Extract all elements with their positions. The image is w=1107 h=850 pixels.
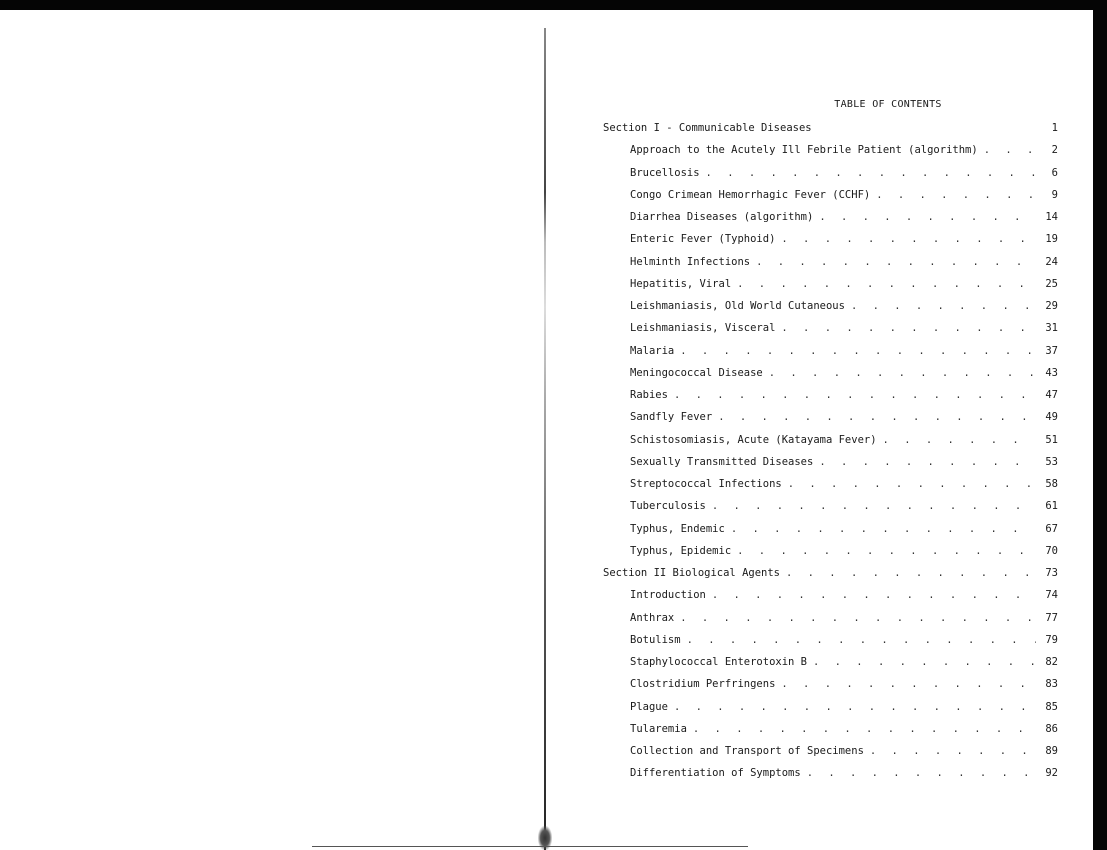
toc-entry-label: Differentiation of Symptoms [630,767,801,780]
toc-entry-label: Tularemia [630,722,687,735]
toc-entry [603,117,1058,139]
toc-entry-page: 43 [1045,366,1058,379]
toc-entry-label: Botulism [630,633,681,646]
toc-entry-page: 70 [1045,544,1058,557]
toc-entry-label: Meningococcal Disease [630,366,763,379]
dot-leader [769,362,1036,384]
toc-entry [603,584,1058,606]
toc-entry-page: 6 [1051,166,1058,179]
toc-entry [603,362,1058,384]
toc-entry-page: 74 [1045,589,1058,602]
toc-entry-label: Approach to the Acutely Ill Febrile Patient (algorithm) [630,144,978,157]
toc-entry-label: Typhus, Epidemic [630,544,732,557]
dot-leader [876,184,1036,206]
dot-leader [680,340,1036,362]
dot-leader [674,696,1036,718]
toc-entry-label: Plague [630,700,668,713]
dot-leader [693,718,1036,740]
toc-entry-label: Clostridium Perfringens [630,678,776,691]
dot-leader [883,429,1036,451]
toc-entry-page: 1 [1051,122,1058,134]
toc-entry-page: 77 [1045,611,1058,624]
toc-entry-page: 29 [1045,300,1058,312]
toc-entry-page: 89 [1045,745,1058,757]
toc-entry-page: 61 [1045,500,1058,513]
toc-entry [603,206,1058,228]
toc-entry [603,562,1058,584]
toc-entry-page: 67 [1045,522,1058,535]
toc-entry [603,540,1058,562]
toc-entry-label: Collection and Transport of Specimens [630,745,864,757]
dot-leader [984,139,1036,161]
toc-entry-page: 49 [1045,411,1058,424]
dot-leader [718,406,1036,428]
scan-right-border [1093,0,1107,850]
dot-leader [706,162,1036,184]
toc-entry [603,295,1058,317]
dot-leader [680,607,1036,629]
toc-entry [603,317,1058,339]
toc-entry-label: Streptococcal Infections [630,478,782,490]
toc-entry [603,740,1058,762]
toc-entry-page: 24 [1045,255,1058,268]
book-spine-fold [544,28,546,850]
toc-entry-label: Malaria [630,344,675,357]
toc-entry [603,629,1058,651]
toc-entry-label: Congo Crimean Hemorrhagic Fever (CCHF) [630,188,871,201]
page-bottom-edge [312,846,748,847]
toc-entry [603,384,1058,406]
dot-leader [781,228,1036,250]
toc-entry-label: Diarrhea Diseases (algorithm) [630,211,814,223]
toc-entry [603,429,1058,451]
dot-leader [737,273,1036,295]
toc-entry-page: 83 [1045,678,1058,691]
toc-entry-page: 19 [1045,233,1058,246]
toc-entry-label: Helminth Infections [630,255,751,268]
toc-entry-label: Sandfly Fever [630,411,713,424]
toc-entry-label: Enteric Fever (Typhoid) [630,233,776,246]
toc-entry-label: Typhus, Endemic [630,522,725,535]
toc-entry-label: Schistosomiasis, Acute (Katayama Fever) [630,433,877,446]
toc-entry-page: 47 [1045,389,1058,401]
toc-entry-page: 9 [1051,188,1058,201]
toc-entry-label: Introduction [630,589,706,602]
toc-title: TABLE OF CONTENTS [834,99,942,110]
toc-entry-label: Section I - Communicable Diseases [603,122,812,134]
dot-leader [781,317,1036,339]
toc-entry [603,607,1058,629]
dot-leader [788,473,1036,495]
toc-entry [603,251,1058,273]
toc-entry-label: Sexually Transmitted Diseases [630,455,814,468]
toc-entry-page: 31 [1045,322,1058,335]
toc-entry [603,184,1058,206]
dot-leader [712,495,1036,517]
toc-entry-page: 51 [1045,433,1058,446]
dot-leader [731,518,1036,540]
toc-entry-page: 37 [1045,344,1058,357]
dot-leader [737,540,1036,562]
toc-entry [603,451,1058,473]
toc-list [603,117,1058,785]
toc-entry-label: Brucellosis [630,166,700,179]
toc-entry [603,406,1058,428]
toc-entry [603,762,1058,784]
toc-entry-page: 58 [1045,478,1058,490]
toc-entry [603,139,1058,161]
dot-leader [786,562,1036,584]
toc-entry-page: 14 [1045,211,1058,223]
toc-entry [603,495,1058,517]
toc-entry-label: Anthrax [630,611,675,624]
toc-entry-page: 2 [1051,144,1058,157]
toc-entry-label: Tuberculosis [630,500,706,513]
toc-entry [603,162,1058,184]
dot-leader [851,295,1036,317]
toc-entry [603,340,1058,362]
toc-entry-label: Hepatitis, Viral [630,277,732,290]
dot-leader [687,629,1036,651]
toc-entry [603,228,1058,250]
dot-leader [712,584,1036,606]
toc-entry [603,273,1058,295]
toc-entry-page: 85 [1045,700,1058,713]
scan-top-border [0,0,1107,10]
toc-entry-label: Leishmaniasis, Visceral [630,322,776,335]
toc-entry-page: 82 [1045,656,1058,668]
toc-entry-label: Staphylococcal Enterotoxin B [630,656,808,668]
toc-entry [603,673,1058,695]
toc-entry-page: 92 [1045,767,1058,780]
toc-entry-label: Leishmaniasis, Old World Cutaneous [630,300,845,312]
dot-leader [807,762,1036,784]
toc-entry [603,651,1058,673]
dot-leader [819,451,1036,473]
toc-entry-page: 79 [1045,633,1058,646]
dot-leader [870,740,1036,762]
dot-leader [819,206,1036,228]
dot-leader [813,651,1036,673]
toc-entry-page: 25 [1045,277,1058,290]
toc-entry [603,473,1058,495]
toc-entry [603,696,1058,718]
toc-entry [603,518,1058,540]
toc-entry [603,718,1058,740]
toc-entry-page: 86 [1045,722,1058,735]
toc-entry-page: 73 [1045,567,1058,579]
dot-leader [674,384,1036,406]
toc-entry-label: Section II Biological Agents [603,567,781,579]
toc-entry-label: Rabies [630,389,668,401]
dot-leader [781,673,1036,695]
toc-entry-page: 53 [1045,455,1058,468]
dot-leader [756,251,1036,273]
